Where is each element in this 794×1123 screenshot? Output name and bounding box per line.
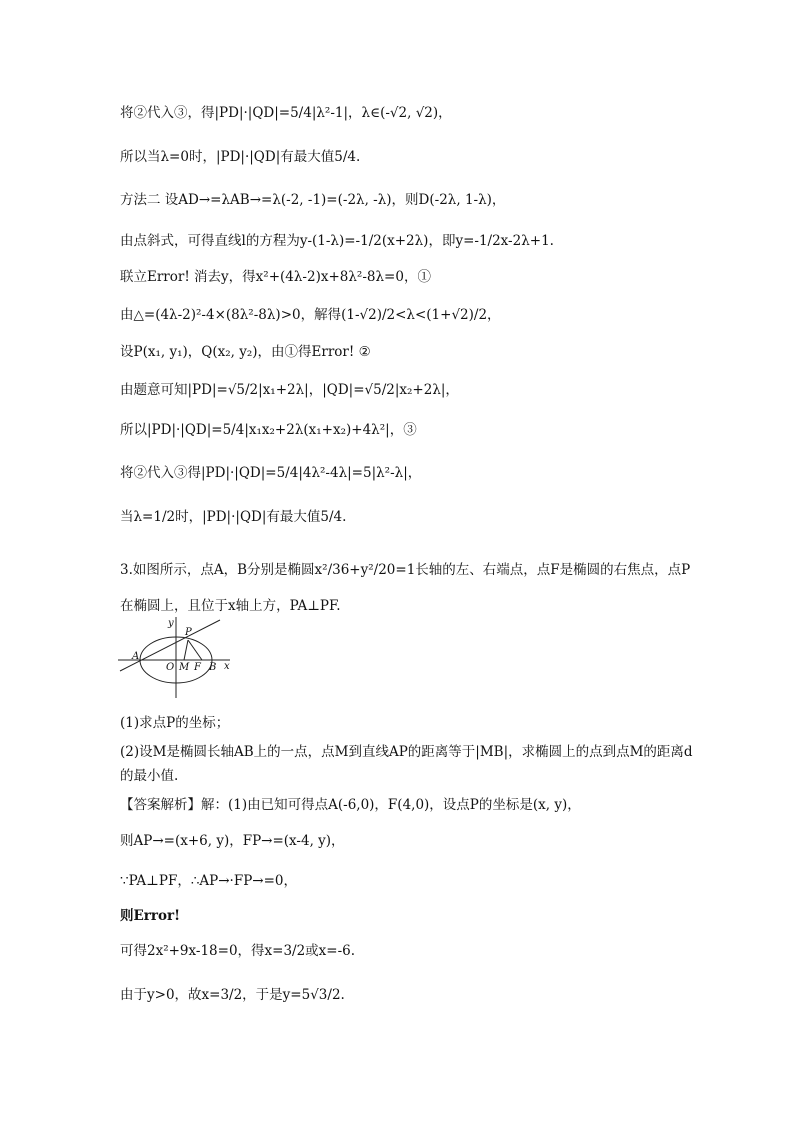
label-o: O [166,662,175,673]
label-y: y [168,618,174,629]
text-line-3: 方法二 设AD→=λAB→=λ(-2, -1)=(-2λ, -λ)，则D(-2λ, 1-λ)， [120,192,506,208]
ellipse-figure [118,615,238,700]
text-line-14: (2)设M是椭圆长轴AB上的一点，点M到直线AP的距离等于|MB|，求椭圆上的点到点M的距离d的最小值. [120,744,693,784]
text-line-4: 由点斜式，可得直线l的方程为y-(1-λ)=-1/2(x+2λ)，即y=-1/2x-2λ+1. [120,233,554,249]
text-line-6: 由△=(4λ-2)²-4×(8λ²-8λ)>0，解得(1-√2)/2<λ<(1+√2)/2， [120,307,501,323]
text-line-16: 则AP→=(x+6, y)，FP→=(x-4, y)， [120,833,345,849]
text-line-1: 将②代入③，得|PD|·|QD|=5/4|λ²-1|，λ∈(-√2, √2)， [120,105,452,121]
text-line-17: ∵PA⊥PF，∴AP→·FP→=0， [120,873,298,889]
label-p: P [185,627,192,638]
text-line-11: 当λ=1/2时，|PD|·|QD|有最大值5/4. [120,509,347,525]
answer-heading-line: 【答案解析】解：(1)由已知可得点A(-6,0)，F(4,0)，设点P的坐标是(x, y)， [120,797,581,813]
line-pm [184,640,188,660]
label-a: A [132,651,140,662]
text-line-19: 可得2x²+9x-18=0，得x=3/2或x=-6. [120,943,356,959]
label-x: x [224,661,230,672]
label-m: M [179,662,190,673]
text-line-18: 则Error! [120,908,181,924]
text-line-10: 将②代入③得|PD|·|QD|=5/4|4λ²-4λ|=5|λ²-λ|， [120,465,422,481]
label-b: B [209,662,217,673]
text-line-13: (1)求点P的坐标； [120,715,230,731]
text-line-8: 由题意可知|PD|=√5/2|x₁+2λ|，|QD|=√5/2|x₂+2λ|， [120,382,459,398]
text-line-5: 联立Error! 消去y，得x²+(4λ-2)x+8λ²-8λ=0，① [120,269,431,285]
text-line-7: 设P(x₁, y₁)，Q(x₂, y₂)，由①得Error! ② [120,344,371,360]
text-line-2: 所以当λ=0时，|PD|·|QD|有最大值5/4. [120,149,361,165]
label-f: F [194,662,201,673]
problem-3-statement: 3.如图所示，点A，B分别是椭圆x²/36+y²/20=1长轴的左、右端点，点F是椭圆的右焦点，点P在椭圆上，且位于x轴上方，PA⊥PF. [120,562,691,614]
text-line-9: 所以|PD|·|QD|=5/4|x₁x₂+2λ(x₁+x₂)+4λ²|，③ [120,422,417,438]
text-line-20: 由于y>0，故x=3/2，于是y=5√3/2. [120,987,345,1003]
